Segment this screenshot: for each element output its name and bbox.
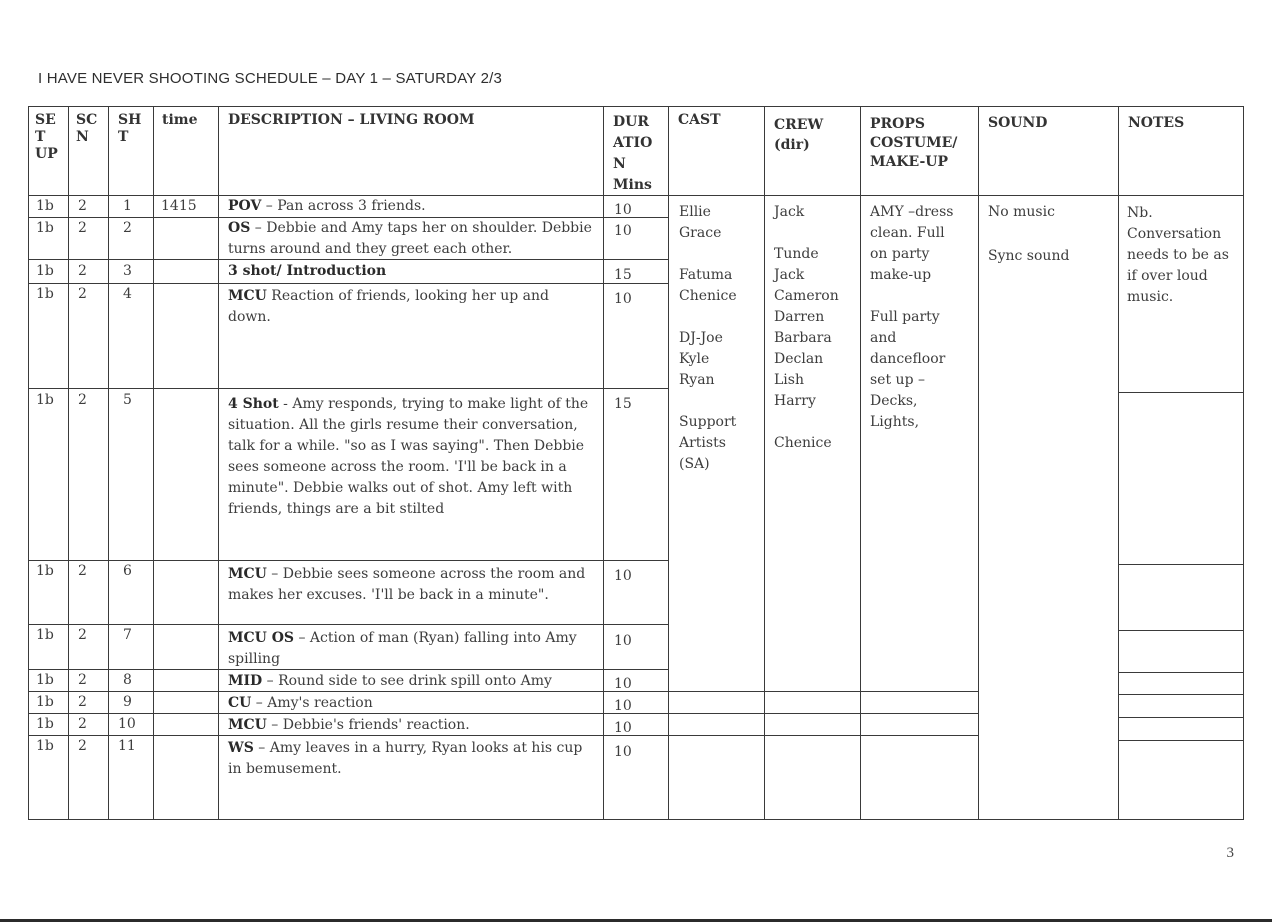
- cell-shot: 11: [118, 738, 136, 754]
- notes-text: Nb. Conversation needs to be as if over loud music.: [1127, 205, 1229, 305]
- schedule-table: [28, 106, 1244, 820]
- cell-scene: 2: [78, 672, 87, 688]
- shot-type: OS: [228, 220, 251, 236]
- cell-shot: 5: [123, 392, 132, 408]
- header-props: PROPS COSTUME/ MAKE-UP: [870, 116, 958, 170]
- row-line: [1118, 392, 1244, 393]
- cell-shot: 6: [123, 563, 132, 579]
- cell-duration: 15: [614, 267, 632, 283]
- cell-scene: 2: [78, 716, 87, 732]
- row-line: [1118, 694, 1244, 695]
- cell-description: [228, 628, 593, 670]
- cell-duration: 10: [614, 223, 632, 239]
- row-line: [28, 106, 1244, 107]
- cell-setup: 1b: [36, 392, 54, 408]
- header-cast: CAST: [678, 112, 721, 128]
- cell-setup: 1b: [36, 263, 54, 279]
- cell-shot: 8: [123, 672, 132, 688]
- cast-list: Ellie Grace Fatuma Chenice DJ-Joe Kyle Ryan: [679, 204, 737, 388]
- col-line: [1243, 106, 1244, 820]
- cell-duration: 10: [614, 633, 632, 649]
- cell-shot: 1: [123, 198, 132, 214]
- row-line: [1118, 630, 1244, 631]
- cell-description: [228, 693, 593, 714]
- shot-text: – Amy leaves in a hurry, Ryan looks at his cup in bemusement.: [228, 740, 583, 777]
- header-scene: SC N: [76, 112, 98, 145]
- header-shot: SH T: [118, 112, 142, 145]
- shot-type: CU: [228, 695, 252, 711]
- cell-description: [228, 286, 588, 328]
- sound-music: No music: [988, 204, 1055, 220]
- cell-shot: 10: [118, 716, 136, 732]
- col-line: [1118, 106, 1119, 820]
- cell-setup: 1b: [36, 694, 54, 710]
- row-line: [28, 819, 1244, 820]
- row-line: [28, 388, 668, 389]
- cast-support: Support Artists (SA): [679, 414, 737, 472]
- cell-scene: 2: [78, 694, 87, 710]
- row-line: [1118, 672, 1244, 673]
- shot-text: – Debbie's friends' reaction.: [266, 717, 470, 733]
- cell-setup: 1b: [36, 738, 54, 754]
- cell-setup: 1b: [36, 627, 54, 643]
- cell-description: [228, 564, 593, 606]
- row-line: [668, 691, 978, 692]
- cell-description: [228, 261, 593, 282]
- cell-duration: 10: [614, 676, 632, 692]
- shot-type: 4 Shot: [228, 396, 279, 412]
- cell-duration: 10: [614, 568, 632, 584]
- cell-time: 1415: [161, 198, 197, 214]
- shot-type: MID: [228, 673, 263, 689]
- cell-setup: 1b: [36, 563, 54, 579]
- cell-duration: 10: [614, 720, 632, 736]
- cell-setup: 1b: [36, 672, 54, 688]
- cell-shot: 3: [123, 263, 132, 279]
- shot-type: WS: [228, 740, 254, 756]
- crew-list: Jack Tunde Jack Cameron Darren Barbara Declan Lish Harry Chenice: [774, 204, 839, 451]
- cell-scene: 2: [78, 198, 87, 214]
- header-time: time: [162, 112, 198, 128]
- props-list: AMY –dress clean. Full on party make-up Full party and dancefloor set up – Decks, Lights,: [870, 204, 954, 430]
- shot-type: 3 shot/ Introduction: [228, 263, 387, 279]
- row-line: [668, 735, 978, 736]
- shot-text: Reaction of friends, looking her up and down.: [228, 288, 550, 325]
- row-line: [1118, 740, 1244, 741]
- cell-duration: 10: [614, 698, 632, 714]
- cell-duration: 10: [614, 291, 632, 307]
- cell-scene: 2: [78, 286, 87, 302]
- cell-duration: 15: [614, 396, 632, 412]
- cell-scene: 2: [78, 627, 87, 643]
- shot-type: MCU: [228, 717, 267, 733]
- row-line: [1118, 717, 1244, 718]
- shot-text: – Debbie and Amy taps her on shoulder. Debbie turns around and they greet each other.: [228, 220, 592, 257]
- cell-scene: 2: [78, 738, 87, 754]
- header-crew: CREW (dir): [774, 117, 824, 153]
- cell-scene: 2: [78, 563, 87, 579]
- cell-scene: 2: [78, 220, 87, 236]
- cell-shot: 4: [123, 286, 132, 302]
- shot-type: MCU: [228, 566, 267, 582]
- shot-type: POV: [228, 198, 262, 214]
- row-line: [668, 713, 978, 714]
- bottom-rule: [0, 919, 1272, 922]
- cell-shot: 2: [123, 220, 132, 236]
- shot-text: – Amy's reaction: [251, 695, 373, 711]
- shot-text: – Action of man (Ryan) falling into Amy spilling: [228, 630, 577, 667]
- cell-setup: 1b: [36, 286, 54, 302]
- cell-description: [228, 394, 593, 520]
- shot-text: – Round side to see drink spill onto Amy: [262, 673, 552, 689]
- cell-scene: 2: [78, 263, 87, 279]
- cell-setup: 1b: [36, 198, 54, 214]
- cell-shot: 7: [123, 627, 132, 643]
- shot-text: – Pan across 3 friends.: [261, 198, 426, 214]
- shot-text: – Debbie sees someone across the room and makes her excuses. 'I'll be back in a minute".: [228, 566, 586, 603]
- cell-setup: 1b: [36, 220, 54, 236]
- cell-duration: 10: [614, 744, 632, 760]
- cell-setup: 1b: [36, 716, 54, 732]
- row-line: [1118, 564, 1244, 565]
- cell-description: [228, 738, 593, 780]
- header-notes: NOTES: [1128, 115, 1185, 131]
- shot-type: MCU OS: [228, 630, 295, 646]
- cell-shot: 9: [123, 694, 132, 710]
- cell-scene: 2: [78, 392, 87, 408]
- cell-description: [228, 715, 593, 736]
- header-description: DESCRIPTION – LIVING ROOM: [228, 112, 475, 128]
- cell-description: [228, 671, 598, 692]
- header-sound: SOUND: [988, 115, 1048, 131]
- page-number: 3: [1226, 845, 1234, 861]
- shot-type: MCU: [228, 288, 267, 304]
- shot-text: - Amy responds, trying to make light of the situation. All the girls resume their conversation, talk for a while. "so as I was saying". Then Debbie sees someone across the room. 'I'll be back in a minute". Debbie walks out of shot. Amy left with friends, things are a bit stilted: [228, 396, 589, 517]
- cell-description: [228, 218, 598, 260]
- cell-duration: 10: [614, 202, 632, 218]
- header-setup: SE T UP: [35, 112, 58, 162]
- sound-sync: Sync sound: [988, 248, 1070, 264]
- page-title: I HAVE NEVER SHOOTING SCHEDULE – DAY 1 – SATURDAY 2/3: [38, 70, 503, 87]
- col-line: [978, 106, 979, 820]
- header-duration: DUR ATIO N Mins: [613, 114, 653, 193]
- cell-description: [228, 196, 593, 217]
